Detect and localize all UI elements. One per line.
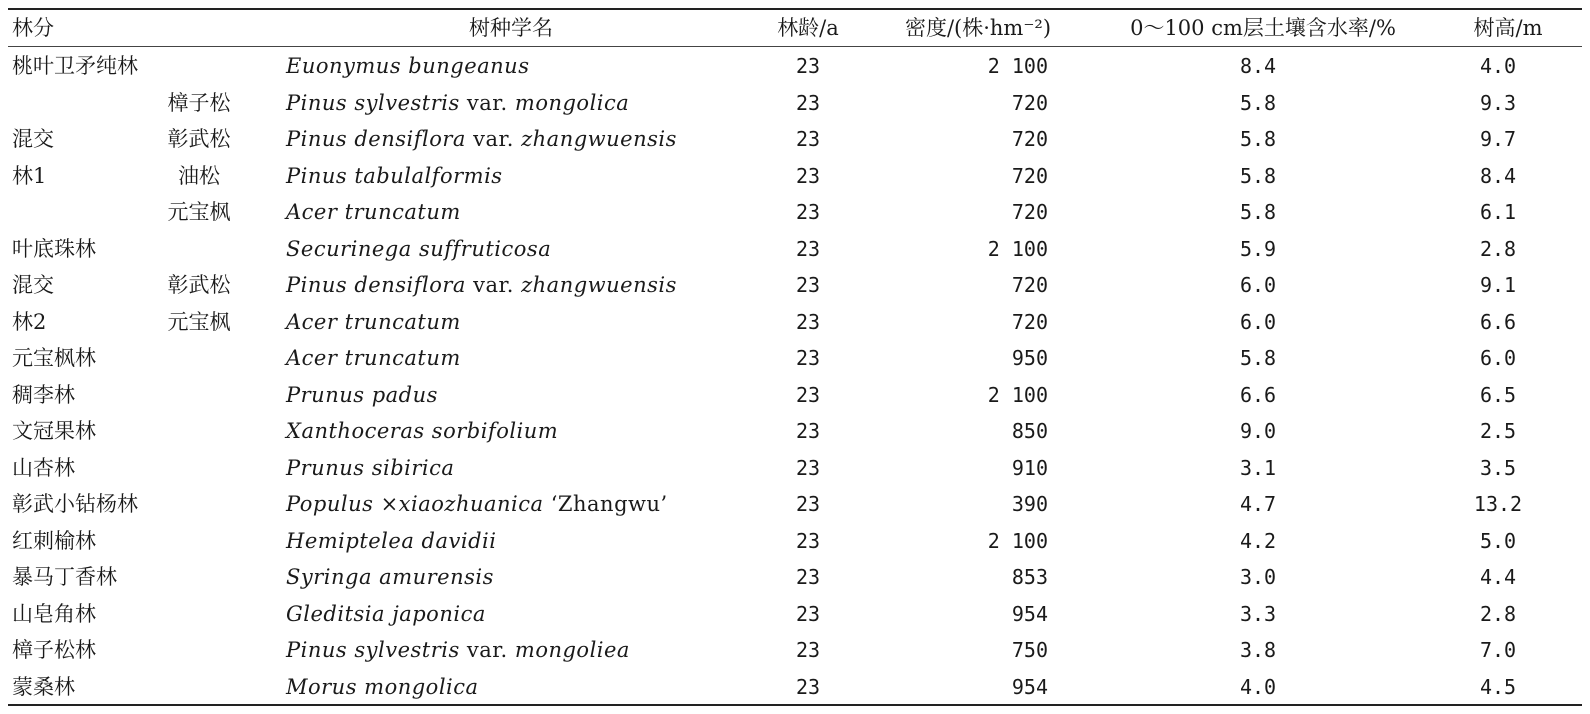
scientific-name-part: var.	[459, 638, 515, 662]
scientific-name-cell	[286, 231, 551, 267]
scientific-name-part: zhangwuensis	[521, 127, 677, 151]
age-cell: 23	[795, 492, 821, 516]
age-cell: 23	[795, 91, 821, 115]
density-value: 720	[1011, 200, 1048, 224]
density-value: 950	[1011, 346, 1048, 370]
header-species: 树种学名	[469, 16, 553, 40]
density-value: 954	[1011, 675, 1048, 699]
header-height: 树高/m	[1473, 16, 1543, 40]
sub-species-cell: 元宝枫	[167, 310, 231, 334]
scientific-name-part: var.	[465, 127, 522, 151]
scientific-name-part: Pinus sylvestris	[286, 91, 460, 115]
density-cell	[908, 669, 1048, 705]
scientific-name-part: Xanthoceras sorbifolium	[286, 419, 559, 443]
height-cell: 4.4	[1479, 565, 1517, 589]
sub-species-cell	[154, 559, 244, 595]
age-cell: 23	[795, 565, 821, 589]
density-cell	[908, 267, 1048, 303]
moisture-cell: 4.7	[1239, 492, 1277, 516]
scientific-name-cell	[286, 304, 461, 340]
scientific-name-cell	[286, 523, 496, 559]
age-cell: 23	[795, 200, 821, 224]
height-cell: 4.5	[1479, 675, 1517, 699]
scientific-name-cell	[286, 194, 461, 230]
age-cell: 23	[795, 638, 821, 662]
age-cell: 23	[795, 602, 821, 626]
scientific-name-cell	[286, 596, 486, 632]
moisture-cell: 5.8	[1239, 91, 1277, 115]
density-value: 954	[1011, 602, 1048, 626]
forest-name-cell: 樟子松林	[12, 638, 96, 662]
sub-species-cell	[154, 231, 244, 267]
scientific-name-cell	[286, 450, 454, 486]
scientific-name-part: Pinus sylvestris	[286, 638, 460, 662]
density-cell	[908, 559, 1048, 595]
moisture-cell: 3.3	[1239, 602, 1277, 626]
density-value: 750	[1011, 638, 1048, 662]
forest-name-cell: 林1	[12, 164, 47, 188]
age-cell: 23	[795, 54, 821, 78]
height-cell: 6.6	[1479, 310, 1517, 334]
density-value: 720	[1011, 127, 1048, 151]
header-density: 密度/(株·hm⁻²)	[904, 16, 1052, 40]
scientific-name-part: mongoliea	[514, 638, 630, 662]
density-value: 2 100	[987, 54, 1048, 78]
density-value: 850	[1011, 419, 1048, 443]
sub-species-cell	[154, 669, 244, 705]
density-cell	[908, 486, 1048, 522]
scientific-name-part: Populus ×xiaozhuanica	[286, 492, 544, 516]
age-cell: 23	[795, 346, 821, 370]
forest-name-cell: 林2	[12, 310, 47, 334]
forest-name-cell: 叶底珠林	[12, 237, 96, 261]
sub-species-cell: 彰武松	[167, 127, 231, 151]
scientific-name-part: Securinega suffruticosa	[286, 237, 552, 261]
scientific-name-part: Morus mongolica	[286, 675, 479, 699]
density-cell	[908, 340, 1048, 376]
moisture-cell: 5.9	[1239, 237, 1277, 261]
density-cell	[908, 194, 1048, 230]
density-value: 853	[1011, 565, 1048, 589]
moisture-cell: 8.4	[1239, 54, 1277, 78]
scientific-name-part: Prunus sibirica	[286, 456, 455, 480]
height-cell: 7.0	[1479, 638, 1517, 662]
moisture-cell: 6.0	[1239, 310, 1277, 334]
scientific-name-part: mongolica	[514, 91, 630, 115]
height-cell: 5.0	[1479, 529, 1517, 553]
forest-name-cell: 元宝枫林	[12, 346, 96, 370]
table-header-rule	[8, 46, 1582, 47]
sub-species-cell	[154, 340, 244, 376]
scientific-name-cell	[286, 121, 677, 157]
scientific-name-part: Gleditsia japonica	[286, 602, 486, 626]
scientific-name-cell	[286, 158, 503, 194]
density-cell	[908, 158, 1048, 194]
scientific-name-part: Prunus padus	[286, 383, 438, 407]
sub-species-cell: 彰武松	[167, 273, 231, 297]
scientific-name-part: Acer truncatum	[286, 310, 461, 334]
density-cell	[908, 413, 1048, 449]
scientific-name-cell	[286, 267, 677, 303]
density-cell	[908, 304, 1048, 340]
scientific-name-part: zhangwuensis	[521, 273, 677, 297]
scientific-name-part: ‘Zhangwu’	[543, 492, 668, 516]
table-bottom-rule	[8, 704, 1582, 706]
sub-species-cell: 油松	[178, 164, 220, 188]
moisture-cell: 3.0	[1239, 565, 1277, 589]
forest-name-cell: 暴马丁香林	[12, 565, 117, 589]
moisture-cell: 3.8	[1239, 638, 1277, 662]
age-cell: 23	[795, 419, 821, 443]
density-cell	[908, 632, 1048, 668]
age-cell: 23	[795, 675, 821, 699]
scientific-name-cell	[286, 48, 530, 84]
forest-name-cell: 山杏林	[12, 456, 75, 480]
density-value: 720	[1011, 91, 1048, 115]
scientific-name-part: Acer truncatum	[286, 346, 461, 370]
forest-name-cell: 稠李林	[12, 383, 75, 407]
scientific-name-part: Acer truncatum	[286, 200, 461, 224]
sub-species-cell	[154, 377, 244, 413]
density-value: 720	[1011, 164, 1048, 188]
sub-species-cell	[154, 596, 244, 632]
scientific-name-part: Euonymus bungeanus	[286, 54, 530, 78]
age-cell: 23	[795, 273, 821, 297]
scientific-name-cell	[286, 632, 630, 668]
moisture-cell: 9.0	[1239, 419, 1277, 443]
moisture-cell: 5.8	[1239, 346, 1277, 370]
height-cell: 9.3	[1479, 91, 1517, 115]
density-cell	[908, 121, 1048, 157]
density-value: 720	[1011, 273, 1048, 297]
scientific-name-part: Pinus tabulalformis	[286, 164, 503, 188]
sub-species-cell	[154, 486, 244, 522]
scientific-name-cell	[286, 85, 629, 121]
sub-species-cell: 元宝枫	[167, 200, 231, 224]
density-value: 2 100	[987, 383, 1048, 407]
scientific-name-part: Syringa amurensis	[286, 565, 494, 589]
density-cell	[908, 377, 1048, 413]
age-cell: 23	[795, 237, 821, 261]
scientific-name-cell	[286, 559, 494, 595]
moisture-cell: 6.6	[1239, 383, 1277, 407]
density-value: 2 100	[987, 237, 1048, 261]
forest-name-cell: 红刺榆林	[12, 529, 96, 553]
scientific-name-cell	[286, 377, 438, 413]
height-cell: 6.1	[1479, 200, 1517, 224]
moisture-cell: 4.2	[1239, 529, 1277, 553]
age-cell: 23	[795, 310, 821, 334]
height-cell: 6.0	[1479, 346, 1517, 370]
header-moisture: 0～100 cm层土壤含水率/%	[1130, 16, 1396, 40]
height-cell: 6.5	[1479, 383, 1517, 407]
density-cell	[908, 450, 1048, 486]
header-forest: 林分	[12, 16, 54, 40]
scientific-name-part: var.	[459, 91, 515, 115]
density-cell	[908, 48, 1048, 84]
density-cell	[908, 231, 1048, 267]
height-cell: 3.5	[1479, 456, 1517, 480]
scientific-name-cell	[286, 413, 558, 449]
age-cell: 23	[795, 456, 821, 480]
density-cell	[908, 596, 1048, 632]
height-cell: 9.7	[1479, 127, 1517, 151]
forest-name-cell: 混交	[12, 273, 54, 297]
height-cell: 2.8	[1479, 237, 1517, 261]
forest-name-cell: 混交	[12, 127, 54, 151]
sub-species-cell	[154, 632, 244, 668]
scientific-name-cell	[286, 340, 461, 376]
forest-name-cell: 蒙桑林	[12, 675, 75, 699]
scientific-name-cell	[286, 669, 479, 705]
scientific-name-part: Pinus densiflora	[286, 273, 466, 297]
age-cell: 23	[795, 383, 821, 407]
forest-name-cell: 文冠果林	[12, 419, 96, 443]
sub-species-cell	[154, 450, 244, 486]
moisture-cell: 5.8	[1239, 200, 1277, 224]
forest-name-cell: 桃叶卫矛纯林	[12, 54, 138, 78]
height-cell: 2.5	[1479, 419, 1517, 443]
sub-species-cell	[154, 523, 244, 559]
sub-species-cell	[154, 413, 244, 449]
height-cell: 4.0	[1479, 54, 1517, 78]
density-value: 2 100	[987, 529, 1048, 553]
scientific-name-cell	[286, 486, 668, 522]
moisture-cell: 5.8	[1239, 127, 1277, 151]
age-cell: 23	[795, 164, 821, 188]
age-cell: 23	[795, 529, 821, 553]
height-cell: 13.2	[1473, 492, 1523, 516]
density-value: 390	[1011, 492, 1048, 516]
sub-species-cell	[154, 48, 244, 84]
moisture-cell: 5.8	[1239, 164, 1277, 188]
density-cell	[908, 85, 1048, 121]
scientific-name-part: var.	[465, 273, 522, 297]
moisture-cell: 6.0	[1239, 273, 1277, 297]
scientific-name-part: Hemiptelea davidii	[286, 529, 497, 553]
scientific-name-part: Pinus densiflora	[286, 127, 466, 151]
height-cell: 8.4	[1479, 164, 1517, 188]
moisture-cell: 3.1	[1239, 456, 1277, 480]
forest-name-cell: 山皂角林	[12, 602, 96, 626]
density-value: 910	[1011, 456, 1048, 480]
density-value: 720	[1011, 310, 1048, 334]
age-cell: 23	[795, 127, 821, 151]
height-cell: 2.8	[1479, 602, 1517, 626]
density-cell	[908, 523, 1048, 559]
header-age: 林龄/a	[777, 16, 839, 40]
forest-name-cell: 彰武小钻杨林	[12, 492, 138, 516]
height-cell: 9.1	[1479, 273, 1517, 297]
sub-species-cell: 樟子松	[167, 91, 231, 115]
moisture-cell: 4.0	[1239, 675, 1277, 699]
